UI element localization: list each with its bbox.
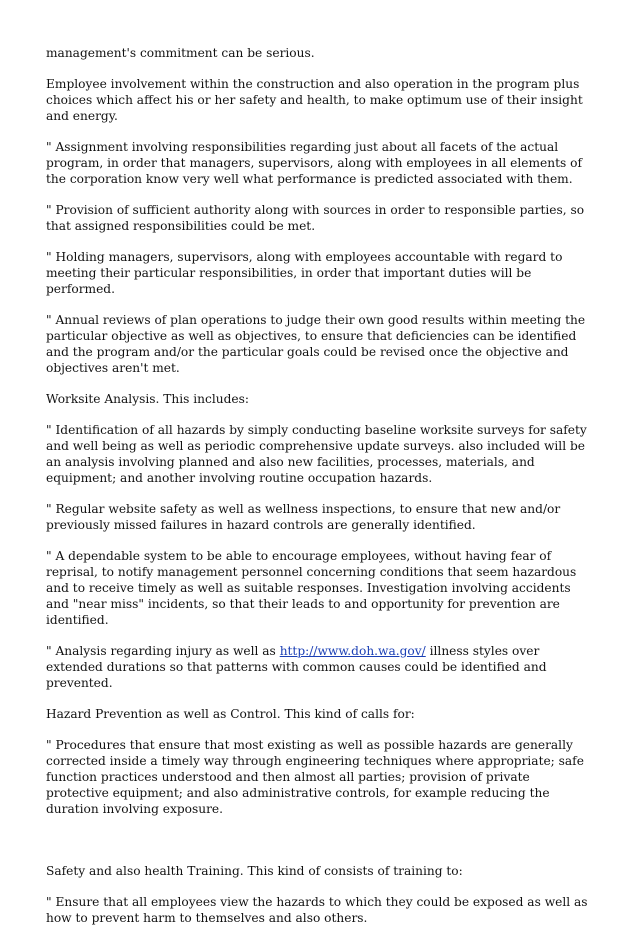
paragraph-regular-inspections: " Regular website safety as well as wellness inspections, to ensure that new and/or previously missed failures in hazard controls are generally identified. bbox=[46, 502, 561, 532]
paragraph-procedures: " Procedures that ensure that most existing as well as possible hazards are generally corrected inside a timely way through engineering techniques where appropriate; safe function practices understood and then almost all parties; provision of private protective equipment; and also administrative controls, for example reducing the duration involving exposure. bbox=[46, 738, 584, 816]
paragraph-provision-authority: " Provision of sufficient authority along with sources in order to responsible parties, so that assigned responsibilities could be met. bbox=[46, 203, 585, 233]
paragraph-commitment: management's commitment can be serious. bbox=[46, 46, 315, 60]
document-page bbox=[46, 45, 594, 941]
paragraph-training-heading: Safety and also health Training. This kind of consists of training to: bbox=[46, 864, 463, 878]
paragraph-dependable-system: " A dependable system to be able to encourage employees, without having fear of reprisal, to notify management personnel concerning conditions that seem hazardous and to receive timely as well as suitable responses. Investigation involving accidents and "near miss" incidents, so that their leads to and opportunity for prevention are identified. bbox=[46, 549, 577, 627]
paragraph-ensure-employees: " Ensure that all employees view the hazards to which they could be exposed as well as how to prevent harm to themselves and also others. bbox=[46, 895, 588, 925]
paragraph-assignment-responsibilities: " Assignment involving responsibilities regarding just about all facets of the actual program, in order that managers, supervisors, along with employees in all elements of the corporation know very well what performance is predicted associated with them. bbox=[46, 140, 582, 186]
paragraph-gap bbox=[46, 832, 594, 863]
paragraph-hazard-prevention-heading: Hazard Prevention as well as Control. This kind of calls for: bbox=[46, 707, 415, 721]
paragraph-worksite-analysis-heading: Worksite Analysis. This includes: bbox=[46, 392, 249, 406]
paragraph-holding-accountable: " Holding managers, supervisors, along with employees accountable with regard to meeting their particular responsibilities, in order that important duties will be performed. bbox=[46, 250, 563, 296]
paragraph-annual-reviews: " Annual reviews of plan operations to judge their own good results within meeting the particular objective as well as objectives, to ensure that deficiencies can be identified and the program and/or the particular goals could be revised once the objective and objectives aren't met. bbox=[46, 313, 586, 375]
doh-link[interactable]: http://www.doh.wa.gov/ bbox=[279, 644, 426, 658]
paragraph-employee-involvement: Employee involvement within the construction and also operation in the program plus choices which affect his or her safety and health, to make optimum use of their insight and energy. bbox=[46, 77, 583, 123]
analysis-text-after: illness styles over extended durations so that patterns with common causes could be identified and prevented. bbox=[46, 644, 547, 690]
paragraph-identification-hazards: " Identification of all hazards by simply conducting baseline worksite surveys for safety and well being as well as periodic comprehensive update surveys. also included will be an analysis involving planned and also new facilities, processes, materials, and equipment; and another involving routine occupation hazards. bbox=[46, 423, 587, 485]
analysis-text-before: " Analysis regarding injury as well as bbox=[46, 644, 280, 658]
paragraph-analysis-injury bbox=[46, 643, 594, 691]
